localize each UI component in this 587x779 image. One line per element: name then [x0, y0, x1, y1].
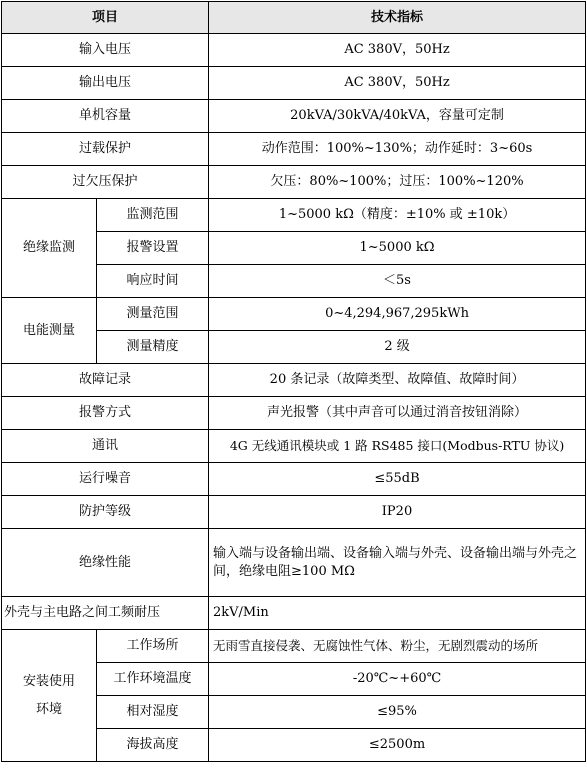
row-label: 故障记录 — [2, 364, 209, 397]
row-value: 输入端与设备输出端、设备输入端与外壳、设备输出端与外壳之间，绝缘电阻≥100 MΩ — [209, 529, 586, 597]
table-row — [2, 133, 586, 166]
table-row — [2, 298, 586, 331]
row-value: ≤55dB — [209, 463, 586, 496]
sub-label: 测量精度 — [97, 331, 209, 364]
row-value: 20kVA/30kVA/40kVA，容量可定制 — [209, 100, 586, 133]
row-label: 过欠压保护 — [2, 166, 209, 199]
environment-label: 安装使用环境 — [22, 673, 75, 717]
row-value: ≤95% — [209, 696, 586, 729]
row-value: -20℃~+60℃ — [209, 663, 586, 696]
row-value: AC 380V，50Hz — [209, 34, 586, 67]
row-value: ＜5s — [209, 265, 586, 298]
row-value: 1~5000 kΩ — [209, 232, 586, 265]
header-spec: 技术指标 — [209, 2, 586, 34]
sub-label: 报警设置 — [97, 232, 209, 265]
table-row — [2, 100, 586, 133]
sub-label: 响应时间 — [97, 265, 209, 298]
row-value: 4G 无线通讯模块或 1 路 RS485 接口(Modbus-RTU 协议) — [209, 430, 586, 463]
table-row — [2, 397, 586, 430]
table-row — [2, 496, 586, 529]
row-value: 声光报警（其中声音可以通过消音按钮消除） — [209, 397, 586, 430]
row-value: 2kV/Min — [209, 597, 586, 630]
sub-label: 相对湿度 — [97, 696, 209, 729]
sub-label: 工作场所 — [97, 630, 209, 663]
group-label: 电能测量 — [2, 298, 97, 364]
sub-label: 测量范围 — [97, 298, 209, 331]
row-label: 绝缘性能 — [2, 529, 209, 597]
group-label: 绝缘监测 — [2, 199, 97, 298]
table-row — [2, 67, 586, 100]
table-row — [2, 34, 586, 67]
table-row — [2, 166, 586, 199]
row-label: 外壳与主电路之间工频耐压 — [2, 597, 209, 630]
row-label: 输出电压 — [2, 67, 209, 100]
table-row — [2, 529, 586, 597]
row-value: 动作范围：100%~130%；动作延时：3~60s — [209, 133, 586, 166]
row-value: AC 380V，50Hz — [209, 67, 586, 100]
table-row — [2, 630, 586, 663]
row-value: 无雨雪直接侵袭、无腐蚀性气体、粉尘，无剧烈震动的场所 — [209, 630, 586, 663]
row-value: IP20 — [209, 496, 586, 529]
row-label: 报警方式 — [2, 397, 209, 430]
row-label: 过载保护 — [2, 133, 209, 166]
sub-label: 监测范围 — [97, 199, 209, 232]
table-row — [2, 463, 586, 496]
table-row — [2, 199, 586, 232]
row-value: 欠压：80%~100%；过压：100%~120% — [209, 166, 586, 199]
sub-label: 海拔高度 — [97, 729, 209, 762]
row-label: 防护等级 — [2, 496, 209, 529]
row-label: 通讯 — [2, 430, 209, 463]
sub-label: 工作环境温度 — [97, 663, 209, 696]
table-header-row — [2, 2, 586, 34]
table-row — [2, 430, 586, 463]
row-value: 1~5000 kΩ（精度：±10% 或 ±10k） — [209, 199, 586, 232]
row-value: 2 级 — [209, 331, 586, 364]
header-item: 项目 — [2, 2, 209, 34]
table-row — [2, 597, 586, 630]
row-label: 运行噪音 — [2, 463, 209, 496]
spec-table — [1, 1, 586, 762]
row-value: 20 条记录（故障类型、故障值、故障时间） — [209, 364, 586, 397]
table-row — [2, 364, 586, 397]
group-label — [2, 630, 97, 762]
row-value: 0~4,294,967,295kWh — [209, 298, 586, 331]
row-value: ≤2500m — [209, 729, 586, 762]
row-label: 输入电压 — [2, 34, 209, 67]
row-label: 单机容量 — [2, 100, 209, 133]
